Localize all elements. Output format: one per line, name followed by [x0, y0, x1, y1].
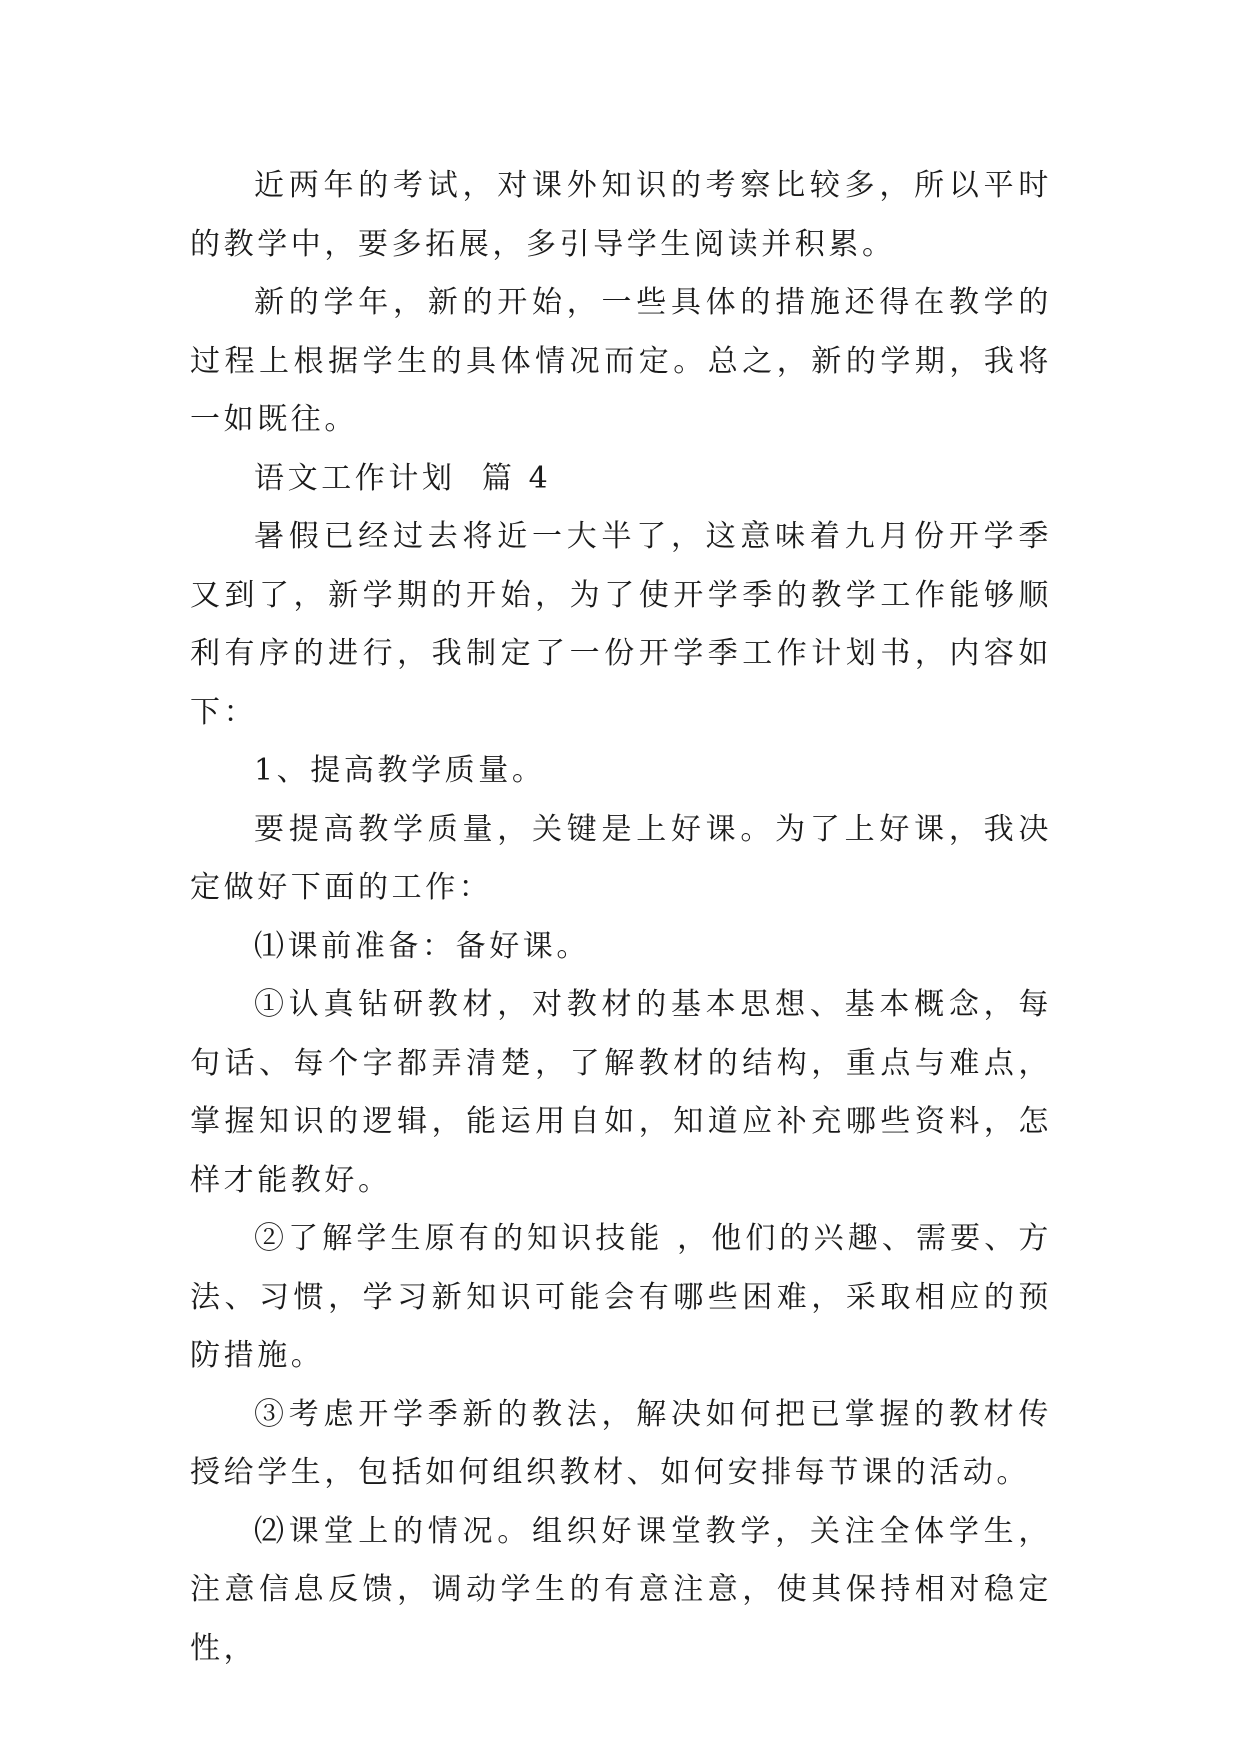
document-body — [190, 157, 1052, 1678]
paragraph: ⑵课堂上的情况。组织好课堂教学，关注全体学生，注意信息反馈，调动学生的有意注意，使其保持相对稳定性， — [190, 1513, 1052, 1666]
paragraph: 暑假已经过去将近一大半了，这意味着九月份开学季又到了，新学期的开始，为了使开学季的教学工作能够顺利有序的进行，我制定了一份开学季工作计划书，内容如下： — [190, 519, 1052, 730]
section-heading: 语文工作计划 篇 4 — [254, 460, 552, 496]
sub-heading: ⑴课前准备：备好课。 — [254, 928, 590, 964]
list-item: ②了解学生原有的知识技能 ，他们的兴趣、需要、方法、习惯，学习新知识可能会有哪些困难，采取相应的预防措施。 — [190, 1221, 1052, 1373]
list-heading: 1、提高教学质量。 — [254, 753, 546, 788]
paragraph: 新的学年，新的开始，一些具体的措施还得在教学的过程上根据学生的具体情况而定。总之，新的学期，我将一如既往。 — [190, 285, 1052, 437]
paragraph: 要提高教学质量，关键是上好课。为了上好课，我决定做好下面的工作： — [190, 811, 1052, 905]
list-item: ①认真钻研教材，对教材的基本思想、基本概念，每句话、每个字都弄清楚，了解教材的结构，重点与难点，掌握知识的逻辑，能运用自如，知道应补充哪些资料，怎样才能教好。 — [190, 987, 1052, 1198]
paragraph: 近两年的考试，对课外知识的考察比较多，所以平时的教学中，要多拓展，多引导学生阅读并积累。 — [190, 168, 1052, 262]
list-item: ③考虑开学季新的教法，解决如何把已掌握的教材传授给学生，包括如何组织教材、如何安排每节课的活动。 — [190, 1396, 1052, 1490]
